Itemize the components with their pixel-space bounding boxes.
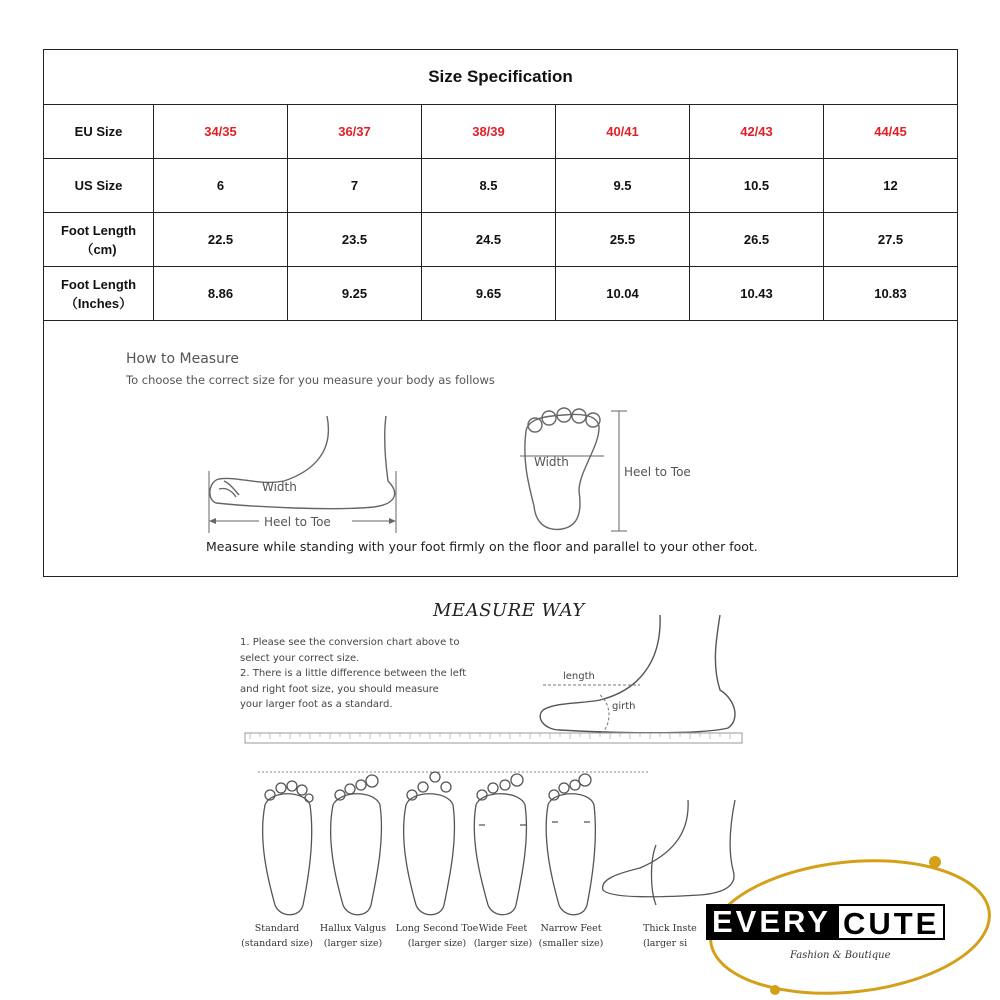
us-size-cell: 7 — [288, 159, 422, 213]
step-line: your larger foot as a standard. — [240, 699, 393, 710]
row-label-unit: （Inches） — [64, 295, 133, 311]
foot-type-label — [237, 921, 317, 951]
row-label — [44, 213, 154, 267]
foot-type-label — [531, 921, 611, 951]
measure-way-steps — [240, 635, 490, 713]
foot-length-cm-cell: 26.5 — [690, 213, 824, 267]
table-row-foot-length-cm — [44, 213, 958, 267]
step-line: and right foot size, you should measure — [240, 683, 439, 695]
foot-length-cm-cell: 24.5 — [422, 213, 556, 267]
ruler — [245, 733, 742, 743]
eu-size-cell: 42/43 — [690, 105, 824, 159]
foot-length-cm-cell: 27.5 — [824, 213, 958, 267]
step-line: 1. Please see the conversion chart above to — [240, 637, 460, 648]
row-label — [44, 267, 154, 321]
sole-width-label: Width — [534, 455, 569, 469]
brand-logo — [706, 904, 945, 940]
row-label-line: Foot Length — [60, 276, 137, 292]
table-row-us-size — [44, 159, 958, 213]
how-to-measure-subtitle: To choose the correct size for you measure your body as follows — [126, 373, 495, 387]
foot-type-long-second-toe-illustration — [404, 772, 455, 915]
step-line: select your correct size. — [240, 652, 360, 664]
foot-type-hallux-valgus-illustration — [331, 775, 382, 915]
foot-type-name: Hallux Valgus — [319, 923, 387, 934]
logo-word-cute: CUTE — [837, 904, 945, 940]
foot-length-inches-cell: 8.86 — [154, 267, 288, 321]
side-width-label: Width — [262, 480, 297, 494]
foot-type-label — [313, 921, 393, 951]
foot-type-name: Standard — [254, 923, 300, 934]
logo-word-every: EVERY — [706, 904, 837, 940]
foot-type-size: (larger size) — [407, 938, 467, 949]
us-size-cell: 8.5 — [422, 159, 556, 213]
foot-type-size: (larger size) — [323, 938, 383, 949]
us-size-cell: 12 — [824, 159, 958, 213]
row-label-line: Foot Length — [60, 222, 137, 238]
foot-length-inches-cell: 10.43 — [690, 267, 824, 321]
foot-type-name: Long Second Toe — [395, 923, 479, 934]
size-specification-table — [43, 49, 958, 321]
us-size-cell: 9.5 — [556, 159, 690, 213]
foot-type-size: (larger size) — [473, 938, 533, 949]
side-foot-illustration — [210, 416, 395, 509]
foot-type-name: Narrow Feet — [540, 923, 602, 934]
row-label: EU Size — [44, 105, 154, 159]
foot-type-standard-illustration — [263, 781, 313, 915]
eu-size-cell: 34/35 — [154, 105, 288, 159]
measure-way-title: MEASURE WAY — [433, 600, 585, 621]
length-label: length — [563, 671, 595, 682]
us-size-cell: 10.5 — [690, 159, 824, 213]
table-row-eu-size — [44, 105, 958, 159]
foot-type-narrow-feet-illustration — [546, 774, 595, 915]
row-label-unit: （cm) — [80, 241, 117, 257]
us-size-cell: 6 — [154, 159, 288, 213]
eu-size-cell: 36/37 — [288, 105, 422, 159]
foot-type-wide-feet-illustration — [474, 774, 526, 915]
measure-instruction: Measure while standing with your foot firmly on the floor and parallel to your other foot. — [206, 539, 758, 554]
foot-type-size: (smaller size) — [538, 938, 604, 949]
logo-tagline: Fashion & Boutique — [790, 950, 891, 961]
foot-length-cm-cell: 23.5 — [288, 213, 422, 267]
foot-type-size: (larger si — [643, 938, 688, 949]
foot-length-inches-cell: 9.65 — [422, 267, 556, 321]
foot-length-inches-cell: 10.04 — [556, 267, 690, 321]
sun-icon — [770, 985, 780, 995]
how-to-measure-panel — [43, 321, 958, 577]
eu-size-cell: 38/39 — [422, 105, 556, 159]
foot-type-label — [643, 921, 705, 951]
table-row-foot-length-inches — [44, 267, 958, 321]
measure-way-side-foot — [540, 615, 735, 733]
step-line: 2. There is a little difference between the left — [240, 668, 467, 679]
foot-type-thick-instep-illustration — [603, 800, 735, 905]
foot-type-name: Wide Feet — [478, 923, 528, 934]
foot-length-cm-cell: 25.5 — [556, 213, 690, 267]
how-to-measure-title: How to Measure — [126, 351, 239, 367]
foot-type-name: Thick Inste — [643, 923, 697, 934]
sun-icon — [929, 856, 941, 868]
row-label: US Size — [44, 159, 154, 213]
foot-type-size: (standard size) — [241, 938, 313, 949]
eu-size-cell: 40/41 — [556, 105, 690, 159]
foot-diagrams — [44, 321, 957, 576]
foot-length-inches-cell: 10.83 — [824, 267, 958, 321]
girth-label: girth — [612, 701, 636, 712]
eu-size-cell: 44/45 — [824, 105, 958, 159]
side-length-label: Heel to Toe — [264, 515, 331, 529]
foot-length-cm-cell: 22.5 — [154, 213, 288, 267]
sole-length-label: Heel to Toe — [624, 465, 691, 479]
table-title: Size Specification — [44, 50, 958, 105]
foot-length-inches-cell: 9.25 — [288, 267, 422, 321]
